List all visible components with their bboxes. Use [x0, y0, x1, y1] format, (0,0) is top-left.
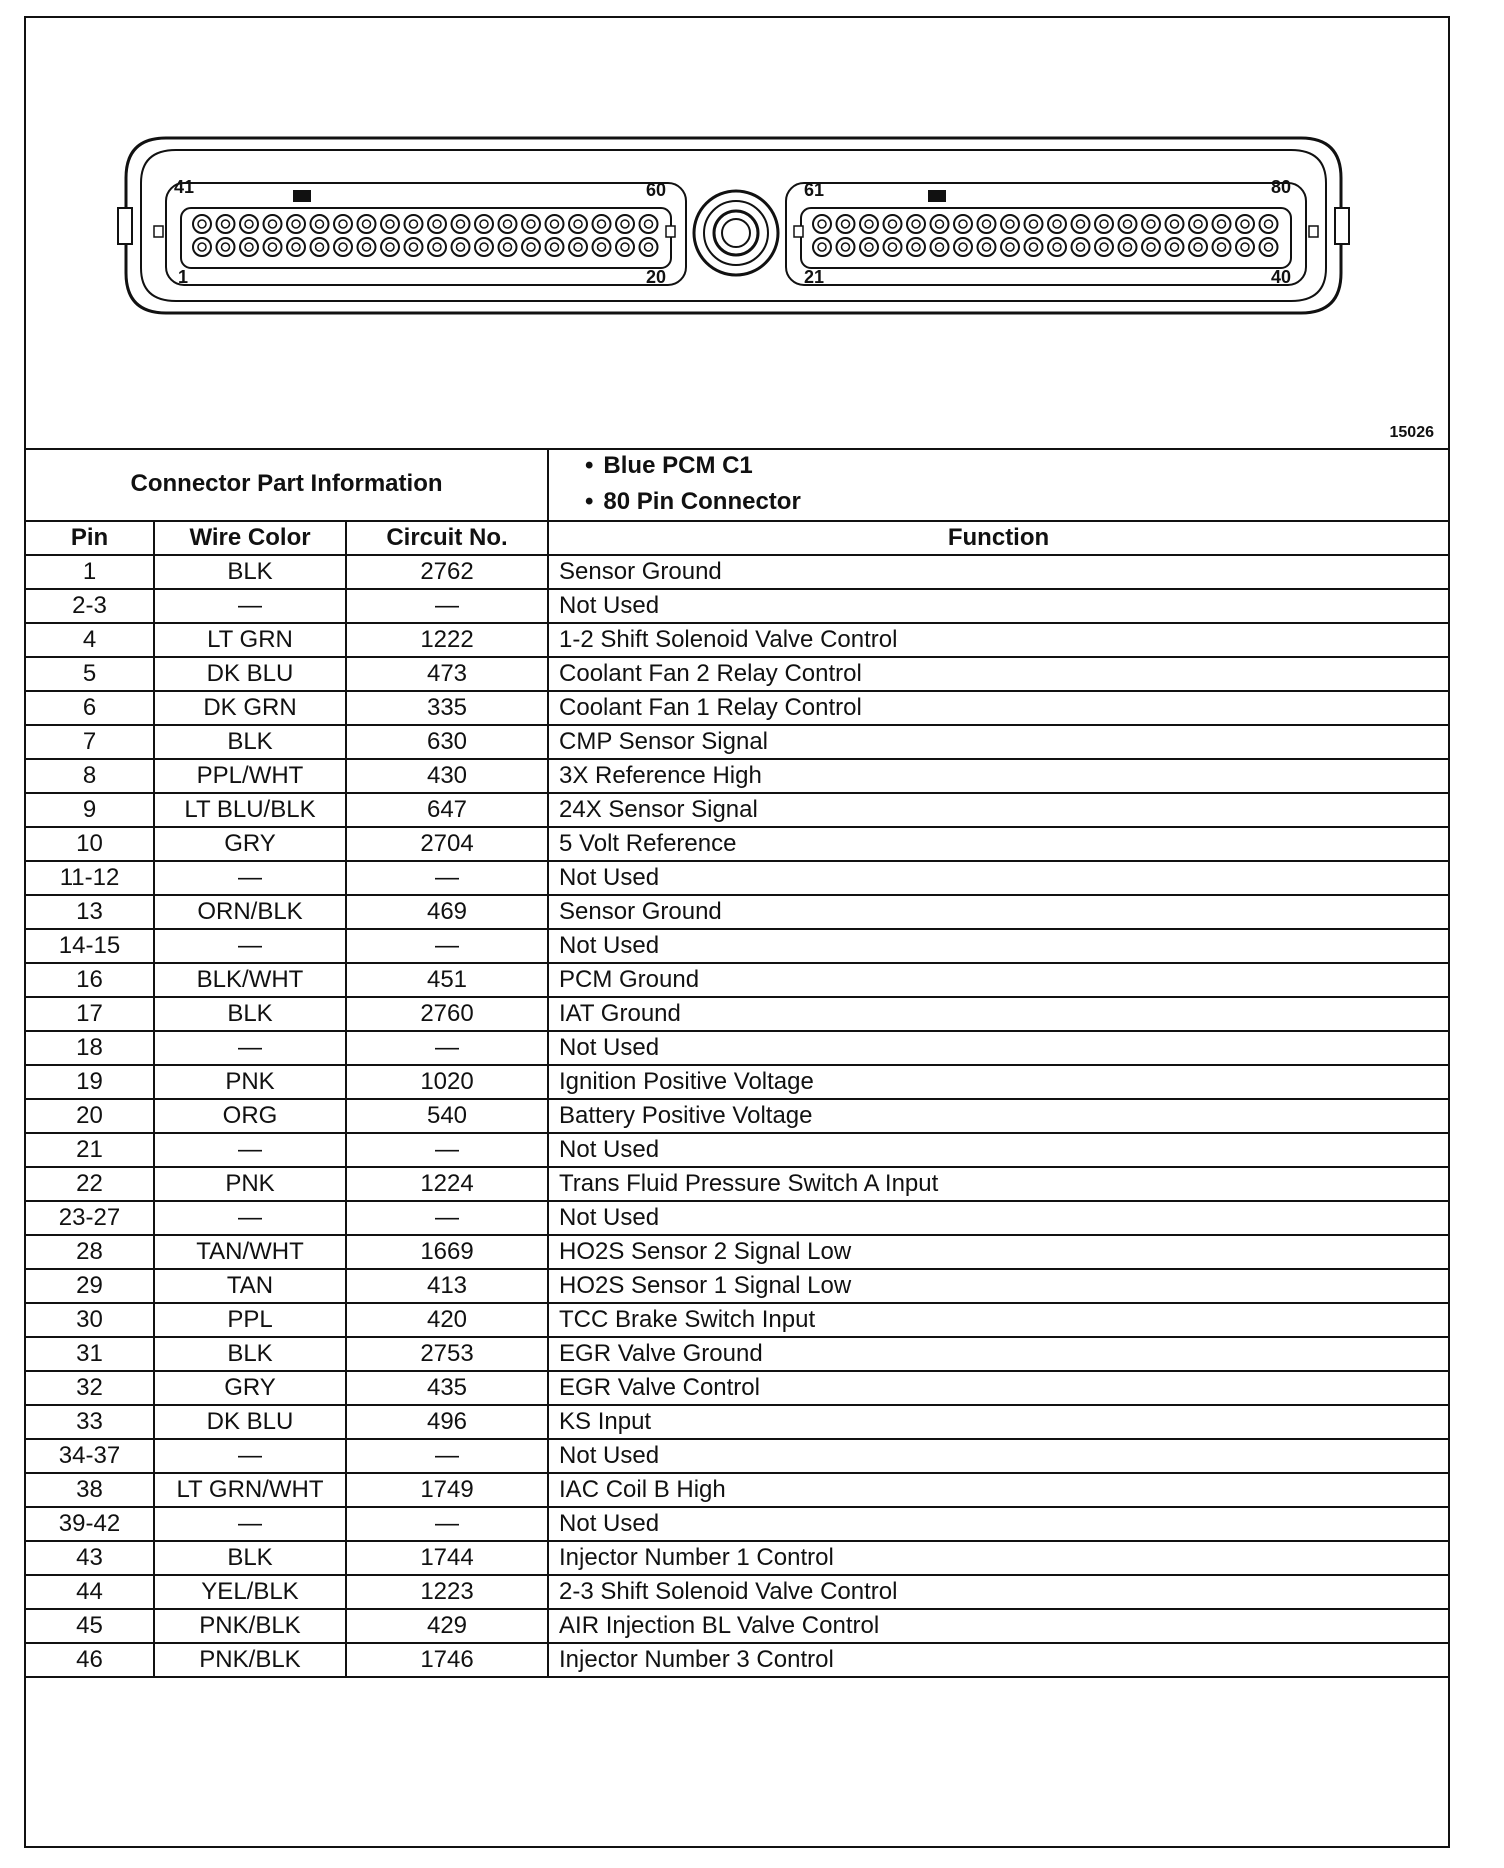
wire-color-cell: PNK [154, 1065, 346, 1099]
function-cell: 3X Reference High [548, 759, 1448, 793]
wire-color-cell: DK BLU [154, 657, 346, 691]
header-circuit: Circuit No. [346, 521, 548, 555]
table-row [26, 1235, 1448, 1269]
left-latch [118, 208, 132, 244]
pin-label-1: 1 [178, 267, 189, 287]
wire-color-cell: — [154, 861, 346, 895]
pin-socket [884, 215, 902, 233]
pin-socket [287, 238, 305, 256]
pin-socket [1095, 215, 1113, 233]
table-row [26, 1201, 1448, 1235]
pin-socket [860, 215, 878, 233]
pin-socket [381, 215, 399, 233]
pin-socket [1166, 238, 1184, 256]
function-cell: Not Used [548, 589, 1448, 623]
pin-socket [813, 238, 831, 256]
circuit-cell: 429 [346, 1609, 548, 1643]
pin-socket [240, 215, 258, 233]
pin-label-61: 61 [804, 180, 825, 200]
wire-color-cell: — [154, 1507, 346, 1541]
function-cell: IAC Coil B High [548, 1473, 1448, 1507]
table-row [26, 1269, 1448, 1303]
circuit-cell: — [346, 1201, 548, 1235]
wire-color-cell: DK GRN [154, 691, 346, 725]
pin-socket [428, 215, 446, 233]
wire-color-cell: PNK/BLK [154, 1609, 346, 1643]
pin-label-80: 80 [1271, 177, 1292, 197]
circuit-cell: — [346, 1439, 548, 1473]
wire-color-cell: TAN [154, 1269, 346, 1303]
function-cell: KS Input [548, 1405, 1448, 1439]
pin-socket [405, 238, 423, 256]
table-row [26, 1371, 1448, 1405]
right-pin-array [813, 215, 1278, 256]
function-cell: Coolant Fan 2 Relay Control [548, 657, 1448, 691]
table-row [26, 759, 1448, 793]
wire-color-cell: BLK [154, 555, 346, 589]
table-row [26, 861, 1448, 895]
header-wire-color: Wire Color [154, 521, 346, 555]
wire-color-cell: BLK [154, 997, 346, 1031]
pin-label-60: 60 [646, 180, 667, 200]
function-cell: Not Used [548, 1133, 1448, 1167]
document-sheet [24, 16, 1450, 1848]
pin-cell: 20 [26, 1099, 154, 1133]
pin-socket [1048, 238, 1066, 256]
pin-socket [593, 238, 611, 256]
pin-cell: 1 [26, 555, 154, 589]
wire-color-cell: ORN/BLK [154, 895, 346, 929]
circuit-cell: 2762 [346, 555, 548, 589]
connector-drawing [26, 18, 1448, 448]
wire-color-cell: LT GRN [154, 623, 346, 657]
part-info-row [26, 448, 1448, 521]
pin-socket [978, 215, 996, 233]
pin-cell: 43 [26, 1541, 154, 1575]
wire-color-cell: — [154, 1439, 346, 1473]
table-row [26, 1167, 1448, 1201]
part-info-item: • 80 Pin Connector [585, 484, 1438, 520]
right-latch [1335, 208, 1349, 244]
part-info-label: Connector Part Information [26, 448, 548, 521]
pin-socket [452, 215, 470, 233]
pin-socket [1072, 238, 1090, 256]
table-row [26, 623, 1448, 657]
pin-socket [499, 215, 517, 233]
pin-cell: 17 [26, 997, 154, 1031]
pinout-table [26, 448, 1448, 1678]
right-pin-housing [786, 183, 1306, 285]
pin-socket [1001, 238, 1019, 256]
pin-socket [1213, 215, 1231, 233]
pin-cell: 9 [26, 793, 154, 827]
table-row [26, 997, 1448, 1031]
right-key [928, 190, 946, 202]
circuit-cell: 1222 [346, 623, 548, 657]
table-row [26, 963, 1448, 997]
function-cell: 24X Sensor Signal [548, 793, 1448, 827]
pin-socket [311, 215, 329, 233]
pin-socket [358, 215, 376, 233]
pin-socket [264, 215, 282, 233]
pin-cell: 13 [26, 895, 154, 929]
table-row [26, 1405, 1448, 1439]
pin-cell: 2-3 [26, 589, 154, 623]
pin-socket [931, 215, 949, 233]
left-pin-housing [166, 183, 686, 285]
pin-socket [1260, 238, 1278, 256]
circuit-cell: 420 [346, 1303, 548, 1337]
pin-label-21: 21 [804, 267, 825, 287]
circuit-cell: 1744 [346, 1541, 548, 1575]
pin-socket [358, 238, 376, 256]
circuit-cell: 469 [346, 895, 548, 929]
pin-socket [334, 238, 352, 256]
function-cell: 2-3 Shift Solenoid Valve Control [548, 1575, 1448, 1609]
pin-cell: 22 [26, 1167, 154, 1201]
circuit-cell: 540 [346, 1099, 548, 1133]
pin-cell: 45 [26, 1609, 154, 1643]
pin-cell: 14-15 [26, 929, 154, 963]
circuit-cell: 451 [346, 963, 548, 997]
circuit-cell: 413 [346, 1269, 548, 1303]
table-row [26, 1473, 1448, 1507]
pin-cell: 8 [26, 759, 154, 793]
pin-cell: 4 [26, 623, 154, 657]
function-cell: Sensor Ground [548, 555, 1448, 589]
table-row [26, 895, 1448, 929]
wire-color-cell: LT GRN/WHT [154, 1473, 346, 1507]
pin-cell: 11-12 [26, 861, 154, 895]
pin-label-40: 40 [1271, 267, 1292, 287]
circuit-cell: 2753 [346, 1337, 548, 1371]
pin-cell: 39-42 [26, 1507, 154, 1541]
pin-socket [311, 238, 329, 256]
pin-socket [640, 215, 658, 233]
circuit-cell: 1224 [346, 1167, 548, 1201]
pin-socket [1025, 238, 1043, 256]
wire-color-cell: — [154, 1201, 346, 1235]
pin-socket [1048, 215, 1066, 233]
pin-socket [475, 238, 493, 256]
function-cell: TCC Brake Switch Input [548, 1303, 1448, 1337]
pin-label-41: 41 [174, 177, 195, 197]
function-cell: PCM Ground [548, 963, 1448, 997]
function-cell: CMP Sensor Signal [548, 725, 1448, 759]
wire-color-cell: ORG [154, 1099, 346, 1133]
circuit-cell: — [346, 929, 548, 963]
circuit-cell: 1020 [346, 1065, 548, 1099]
pin-socket [954, 238, 972, 256]
header-pin: Pin [26, 521, 154, 555]
function-cell: Not Used [548, 1031, 1448, 1065]
pin-socket [240, 238, 258, 256]
pin-socket [428, 238, 446, 256]
circuit-cell: 430 [346, 759, 548, 793]
table-row [26, 725, 1448, 759]
pin-cell: 44 [26, 1575, 154, 1609]
circuit-cell: 435 [346, 1371, 548, 1405]
function-cell: Battery Positive Voltage [548, 1099, 1448, 1133]
pin-cell: 29 [26, 1269, 154, 1303]
table-row [26, 1303, 1448, 1337]
pin-socket [546, 238, 564, 256]
pin-socket [217, 215, 235, 233]
wire-color-cell: BLK/WHT [154, 963, 346, 997]
table-row [26, 1065, 1448, 1099]
pin-socket [287, 215, 305, 233]
pin-socket [1236, 215, 1254, 233]
pin-socket [1260, 215, 1278, 233]
pin-socket [1189, 238, 1207, 256]
pin-socket [907, 215, 925, 233]
function-cell: EGR Valve Control [548, 1371, 1448, 1405]
function-cell: Not Used [548, 861, 1448, 895]
pin-socket [1119, 215, 1137, 233]
pin-cell: 31 [26, 1337, 154, 1371]
table-row [26, 1133, 1448, 1167]
left-pin-array [193, 215, 658, 256]
wire-color-cell: PPL/WHT [154, 759, 346, 793]
pin-socket [1236, 238, 1254, 256]
function-cell: Ignition Positive Voltage [548, 1065, 1448, 1099]
part-info-item: • Blue PCM C1 [585, 448, 1438, 484]
header-function: Function [548, 521, 1448, 555]
table-row [26, 1099, 1448, 1133]
wire-color-cell: — [154, 1133, 346, 1167]
circuit-cell: 647 [346, 793, 548, 827]
pin-cell: 18 [26, 1031, 154, 1065]
table-row [26, 1541, 1448, 1575]
pin-cell: 32 [26, 1371, 154, 1405]
table-row [26, 929, 1448, 963]
pin-socket [1025, 215, 1043, 233]
wire-color-cell: TAN/WHT [154, 1235, 346, 1269]
table-row [26, 827, 1448, 861]
function-cell: IAT Ground [548, 997, 1448, 1031]
wire-color-cell: PNK/BLK [154, 1643, 346, 1677]
function-cell: Injector Number 1 Control [548, 1541, 1448, 1575]
pin-socket [217, 238, 235, 256]
circuit-cell: 335 [346, 691, 548, 725]
pin-socket [569, 215, 587, 233]
circuit-cell: — [346, 589, 548, 623]
pin-cell: 46 [26, 1643, 154, 1677]
pin-socket [1119, 238, 1137, 256]
pin-socket [475, 215, 493, 233]
circuit-cell: 1669 [346, 1235, 548, 1269]
pin-socket [837, 238, 855, 256]
function-cell: Trans Fluid Pressure Switch A Input [548, 1167, 1448, 1201]
table-row [26, 657, 1448, 691]
connector-diagram [26, 18, 1448, 450]
center-bolt [694, 191, 778, 275]
pin-socket [405, 215, 423, 233]
pin-socket [1095, 238, 1113, 256]
wire-color-cell: BLK [154, 1337, 346, 1371]
pin-socket [1001, 215, 1019, 233]
pin-cell: 38 [26, 1473, 154, 1507]
pin-socket [813, 215, 831, 233]
function-cell: 1-2 Shift Solenoid Valve Control [548, 623, 1448, 657]
table-row [26, 1337, 1448, 1371]
wire-color-cell: DK BLU [154, 1405, 346, 1439]
circuit-cell: 473 [346, 657, 548, 691]
wire-color-cell: PPL [154, 1303, 346, 1337]
wire-color-cell: GRY [154, 827, 346, 861]
circuit-cell: 1223 [346, 1575, 548, 1609]
table-row [26, 691, 1448, 725]
pin-socket [334, 215, 352, 233]
pin-socket [954, 215, 972, 233]
pin-socket [978, 238, 996, 256]
circuit-cell: 1746 [346, 1643, 548, 1677]
table-row [26, 1439, 1448, 1473]
table-row [26, 1031, 1448, 1065]
header-row [26, 521, 1448, 555]
pin-socket [452, 238, 470, 256]
pin-socket [1189, 215, 1207, 233]
wire-color-cell: — [154, 1031, 346, 1065]
pin-socket [1142, 238, 1160, 256]
pin-socket [1213, 238, 1231, 256]
pin-socket [193, 238, 211, 256]
pin-cell: 34-37 [26, 1439, 154, 1473]
pin-label-20: 20 [646, 267, 667, 287]
circuit-cell: — [346, 1507, 548, 1541]
function-cell: Coolant Fan 1 Relay Control [548, 691, 1448, 725]
table-row [26, 555, 1448, 589]
function-cell: AIR Injection BL Valve Control [548, 1609, 1448, 1643]
pin-cell: 10 [26, 827, 154, 861]
pin-cell: 30 [26, 1303, 154, 1337]
circuit-cell: — [346, 1133, 548, 1167]
wire-color-cell: PNK [154, 1167, 346, 1201]
pin-cell: 16 [26, 963, 154, 997]
pin-cell: 28 [26, 1235, 154, 1269]
function-cell: Not Used [548, 1201, 1448, 1235]
pin-cell: 19 [26, 1065, 154, 1099]
wire-color-cell: LT BLU/BLK [154, 793, 346, 827]
left-key [293, 190, 311, 202]
table-row [26, 1575, 1448, 1609]
circuit-cell: 2704 [346, 827, 548, 861]
circuit-cell: 1749 [346, 1473, 548, 1507]
function-cell: Injector Number 3 Control [548, 1643, 1448, 1677]
table-row [26, 1507, 1448, 1541]
pin-cell: 23-27 [26, 1201, 154, 1235]
pin-socket [1142, 215, 1160, 233]
wire-color-cell: — [154, 929, 346, 963]
pin-cell: 5 [26, 657, 154, 691]
pin-socket [193, 215, 211, 233]
pin-cell: 6 [26, 691, 154, 725]
pin-socket [907, 238, 925, 256]
pin-cell: 33 [26, 1405, 154, 1439]
function-cell: HO2S Sensor 1 Signal Low [548, 1269, 1448, 1303]
circuit-cell: — [346, 861, 548, 895]
wire-color-cell: — [154, 589, 346, 623]
pin-socket [522, 238, 540, 256]
pin-socket [931, 238, 949, 256]
circuit-cell: — [346, 1031, 548, 1065]
function-cell: EGR Valve Ground [548, 1337, 1448, 1371]
pin-socket [640, 238, 658, 256]
pin-socket [1166, 215, 1184, 233]
pin-socket [522, 215, 540, 233]
pin-socket [616, 238, 634, 256]
wire-color-cell: YEL/BLK [154, 1575, 346, 1609]
function-cell: Not Used [548, 1507, 1448, 1541]
pin-socket [381, 238, 399, 256]
pin-socket [616, 215, 634, 233]
function-cell: Sensor Ground [548, 895, 1448, 929]
circuit-cell: 496 [346, 1405, 548, 1439]
pin-socket [837, 215, 855, 233]
table-row [26, 1643, 1448, 1677]
pin-socket [264, 238, 282, 256]
circuit-cell: 2760 [346, 997, 548, 1031]
table-row [26, 1609, 1448, 1643]
function-cell: Not Used [548, 929, 1448, 963]
pin-socket [593, 215, 611, 233]
circuit-cell: 630 [346, 725, 548, 759]
function-cell: 5 Volt Reference [548, 827, 1448, 861]
figure-number: 15026 [1389, 424, 1434, 441]
pin-cell: 7 [26, 725, 154, 759]
pin-socket [569, 238, 587, 256]
wire-color-cell: GRY [154, 1371, 346, 1405]
table-row [26, 793, 1448, 827]
function-cell: Not Used [548, 1439, 1448, 1473]
pin-socket [499, 238, 517, 256]
pin-socket [546, 215, 564, 233]
pin-socket [884, 238, 902, 256]
pin-socket [1072, 215, 1090, 233]
function-cell: HO2S Sensor 2 Signal Low [548, 1235, 1448, 1269]
table-row [26, 589, 1448, 623]
wire-color-cell: BLK [154, 725, 346, 759]
wire-color-cell: BLK [154, 1541, 346, 1575]
pin-cell: 21 [26, 1133, 154, 1167]
part-info-list [548, 448, 1448, 521]
pin-socket [860, 238, 878, 256]
